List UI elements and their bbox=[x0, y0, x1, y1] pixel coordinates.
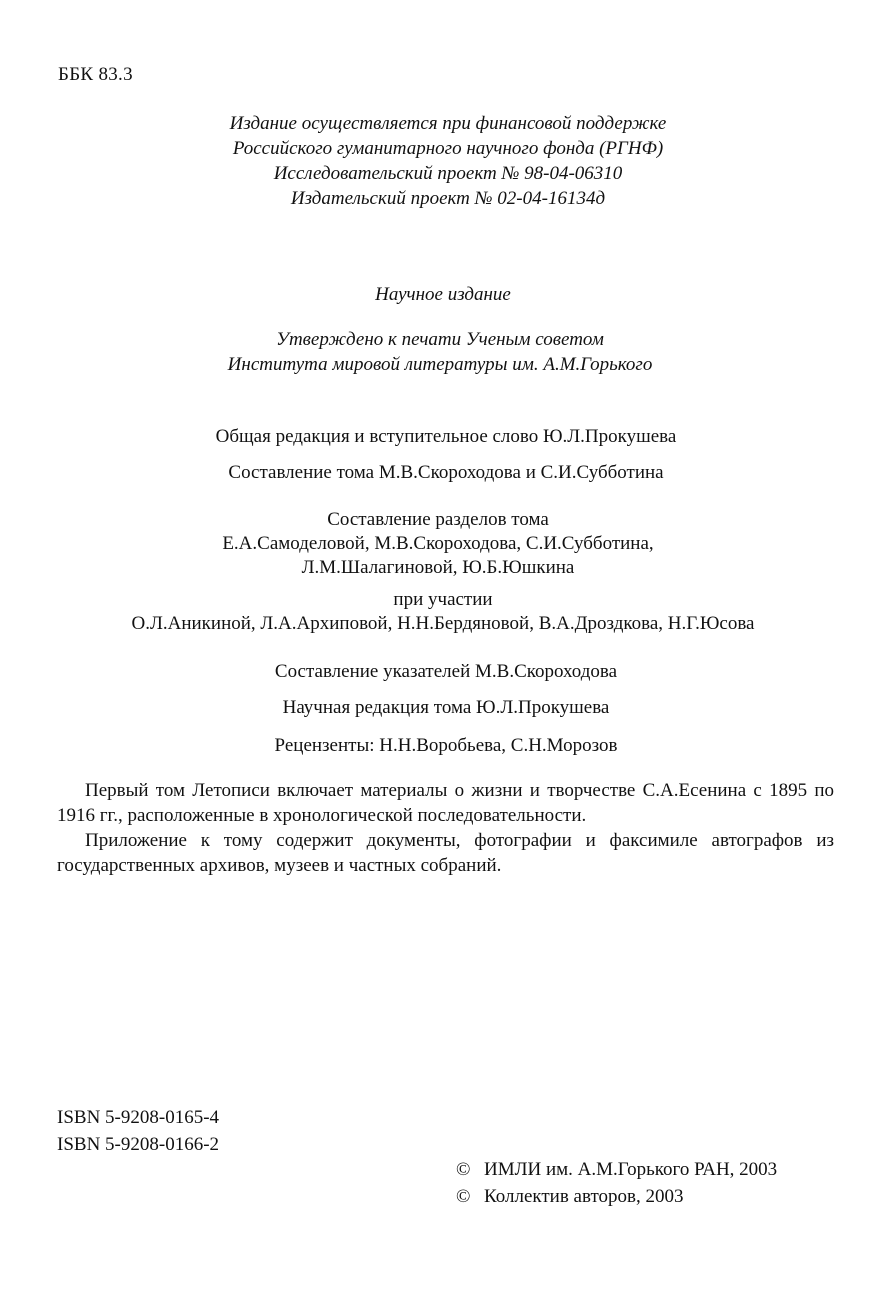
annotation bbox=[57, 778, 834, 878]
participants-heading: при участии bbox=[393, 589, 493, 610]
funding-line: Издание осуществляется при финансовой поддержке bbox=[229, 113, 667, 134]
section-compilers-heading: Составление разделов тома bbox=[327, 509, 549, 530]
scientific-editing bbox=[3, 695, 886, 720]
general-editing-text: Общая редакция и вступительное слово Ю.Л.Прокушева bbox=[215, 426, 677, 447]
isbn-number: ISBN 5-9208-0165-4 bbox=[57, 1107, 220, 1128]
copyright-holder: Коллектив авторов, 2003 bbox=[484, 1186, 684, 1207]
approval-line: Института мировой литературы им. А.М.Горького bbox=[227, 354, 653, 375]
copyright-holder: ИМЛИ им. А.М.Горького РАН, 2003 bbox=[484, 1159, 778, 1180]
participants-names: О.Л.Аникиной, Л.А.Архиповой, Н.Н.Бердяновой, В.А.Дроздкова, Н.Г.Юсова bbox=[131, 613, 755, 634]
publication-type bbox=[0, 282, 886, 307]
isbn-number: ISBN 5-9208-0166-2 bbox=[57, 1134, 220, 1155]
index-compilers-text: Составление указателей М.В.Скороходова bbox=[274, 661, 618, 682]
section-compilers-names: Л.М.Шалагиновой, Ю.Б.Юшкина bbox=[301, 557, 575, 578]
publishing-project-line: Издательский проект № 02-04-16134д bbox=[290, 188, 606, 209]
annotation-paragraph: Первый том Летописи включает материалы о жизни и творчестве С.А.Есенина с 1895 по 1916 гг., расположенные в хронологической последовательности. bbox=[57, 780, 834, 826]
section-compilers bbox=[0, 508, 881, 580]
annotation-paragraph: Приложение к тому содержит документы, фотографии и факсимиле автографов из государственных архивов, музеев и частных собраний. bbox=[57, 830, 834, 876]
section-compilers-names: Е.А.Самоделовой, М.В.Скороходова, С.И.Субботина, bbox=[222, 533, 654, 554]
general-editing bbox=[3, 424, 886, 449]
copyright-line bbox=[456, 1156, 777, 1183]
copyright-symbol: © bbox=[456, 1186, 471, 1207]
reviewers-text: Рецензенты: Н.Н.Воробьева, С.Н.Морозов bbox=[274, 735, 618, 756]
research-project-line: Исследовательский проект № 98-04-06310 bbox=[273, 163, 623, 184]
scientific-editing-text: Научная редакция тома Ю.Л.Прокушева bbox=[282, 697, 610, 718]
volume-compilers-text: Составление тома М.В.Скороходова и С.И.Субботина bbox=[228, 462, 664, 483]
copyright-block bbox=[456, 1156, 777, 1210]
copyright-symbol: © bbox=[456, 1159, 471, 1180]
reviewers bbox=[3, 733, 886, 758]
approval-line: Утверждено к печати Ученым советом bbox=[276, 329, 604, 350]
funding-notice bbox=[5, 111, 886, 211]
volume-compilers bbox=[3, 460, 886, 485]
bbk-code: ББК 83.3 bbox=[58, 64, 133, 85]
index-compilers bbox=[3, 659, 886, 684]
copyright-line bbox=[456, 1183, 777, 1210]
funding-line: Российского гуманитарного научного фонда (РГНФ) bbox=[232, 138, 664, 159]
participants bbox=[0, 588, 886, 636]
approval-notice bbox=[0, 327, 883, 377]
publication-type-text: Научное издание bbox=[375, 284, 511, 305]
isbn-block bbox=[57, 1104, 219, 1158]
